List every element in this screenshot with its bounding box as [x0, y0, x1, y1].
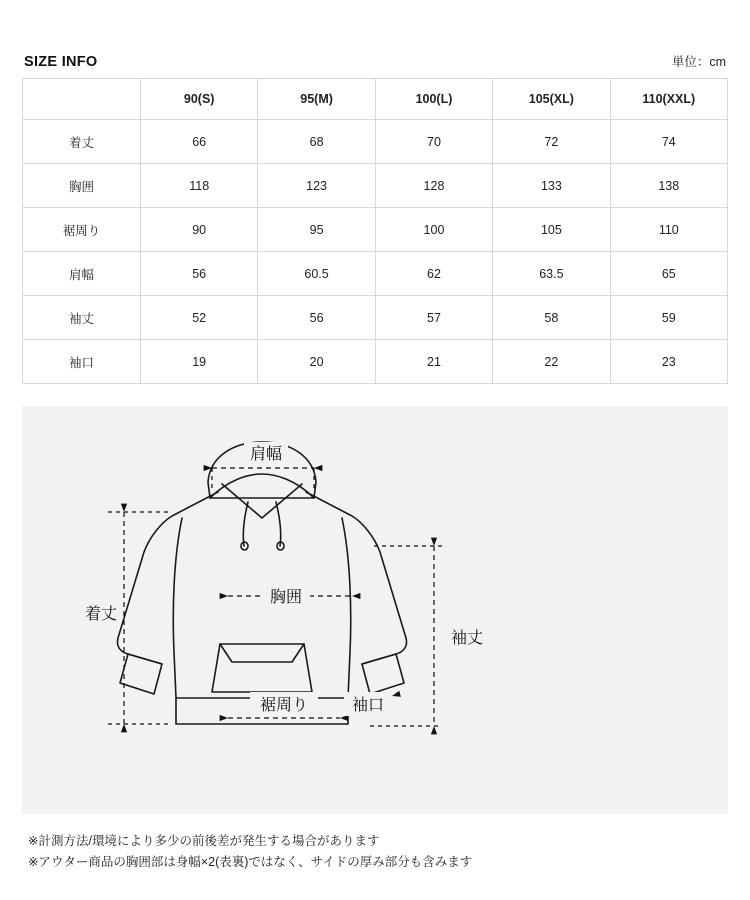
table-cell: 59	[610, 296, 727, 340]
label-length: 着丈	[84, 606, 118, 623]
label-hem: 裾周り	[259, 697, 309, 714]
table-cell: 52	[141, 296, 258, 340]
table-header-row	[23, 79, 728, 120]
label-cuff: 袖口	[351, 697, 385, 714]
table-cell: 58	[493, 296, 610, 340]
table-corner-cell	[23, 79, 141, 120]
table-cell: 19	[141, 340, 258, 384]
hoodie-outline	[117, 442, 406, 724]
table-cell: 23	[610, 340, 727, 384]
row-label: 肩幅	[23, 252, 141, 296]
row-label: 裾周り	[23, 208, 141, 252]
table-cell: 128	[375, 164, 492, 208]
table-cell: 123	[258, 164, 375, 208]
table-cell: 100	[375, 208, 492, 252]
table-cell: 68	[258, 120, 375, 164]
row-label: 胸囲	[23, 164, 141, 208]
table-row	[23, 296, 728, 340]
column-header: 105(XL)	[493, 79, 610, 120]
table-cell: 105	[493, 208, 610, 252]
table-cell: 63.5	[493, 252, 610, 296]
hoodie-diagram-svg	[22, 406, 728, 814]
row-label: 袖口	[23, 340, 141, 384]
table-cell: 95	[258, 208, 375, 252]
column-header: 100(L)	[375, 79, 492, 120]
column-header: 110(XXL)	[610, 79, 727, 120]
table-cell: 133	[493, 164, 610, 208]
size-info-header	[22, 52, 728, 78]
table-cell: 138	[610, 164, 727, 208]
note-line: ※計測方法/環境により多少の前後差が発生する場合があります	[28, 834, 380, 848]
table-cell: 65	[610, 252, 727, 296]
row-label: 着丈	[23, 120, 141, 164]
label-shoulder: 肩幅	[249, 446, 283, 463]
label-chest: 胸囲	[269, 589, 303, 606]
row-label: 袖丈	[23, 296, 141, 340]
measurement-labels	[85, 442, 492, 716]
table-cell: 56	[258, 296, 375, 340]
table-cell: 20	[258, 340, 375, 384]
table-cell: 70	[375, 120, 492, 164]
table-cell: 74	[610, 120, 727, 164]
note-line: ※アウター商品の胸囲部は身幅×2(表裏)ではなく、サイドの厚み部分も含みます	[28, 854, 473, 869]
table-row	[23, 340, 728, 384]
table-cell: 57	[375, 296, 492, 340]
table-cell: 110	[610, 208, 727, 252]
label-sleeve: 袖丈	[450, 630, 484, 647]
table-cell: 21	[375, 340, 492, 384]
table-row	[23, 164, 728, 208]
column-header: 90(S)	[141, 79, 258, 120]
table-cell: 66	[141, 120, 258, 164]
table-row	[23, 120, 728, 164]
table-row	[23, 208, 728, 252]
table-cell: 62	[375, 252, 492, 296]
table-cell: 72	[493, 120, 610, 164]
page-title: SIZE INFO	[24, 54, 98, 70]
unit-label: 単位：cm	[671, 55, 726, 69]
size-table-body	[23, 120, 728, 384]
table-cell: 90	[141, 208, 258, 252]
table-cell: 56	[141, 252, 258, 296]
measurement-diagram	[22, 406, 728, 814]
table-cell: 60.5	[258, 252, 375, 296]
table-cell: 118	[141, 164, 258, 208]
table-row	[23, 252, 728, 296]
table-cell: 22	[493, 340, 610, 384]
size-table-head	[23, 79, 728, 120]
size-table	[22, 78, 728, 384]
notes-block	[22, 831, 728, 872]
column-header: 95(M)	[258, 79, 375, 120]
